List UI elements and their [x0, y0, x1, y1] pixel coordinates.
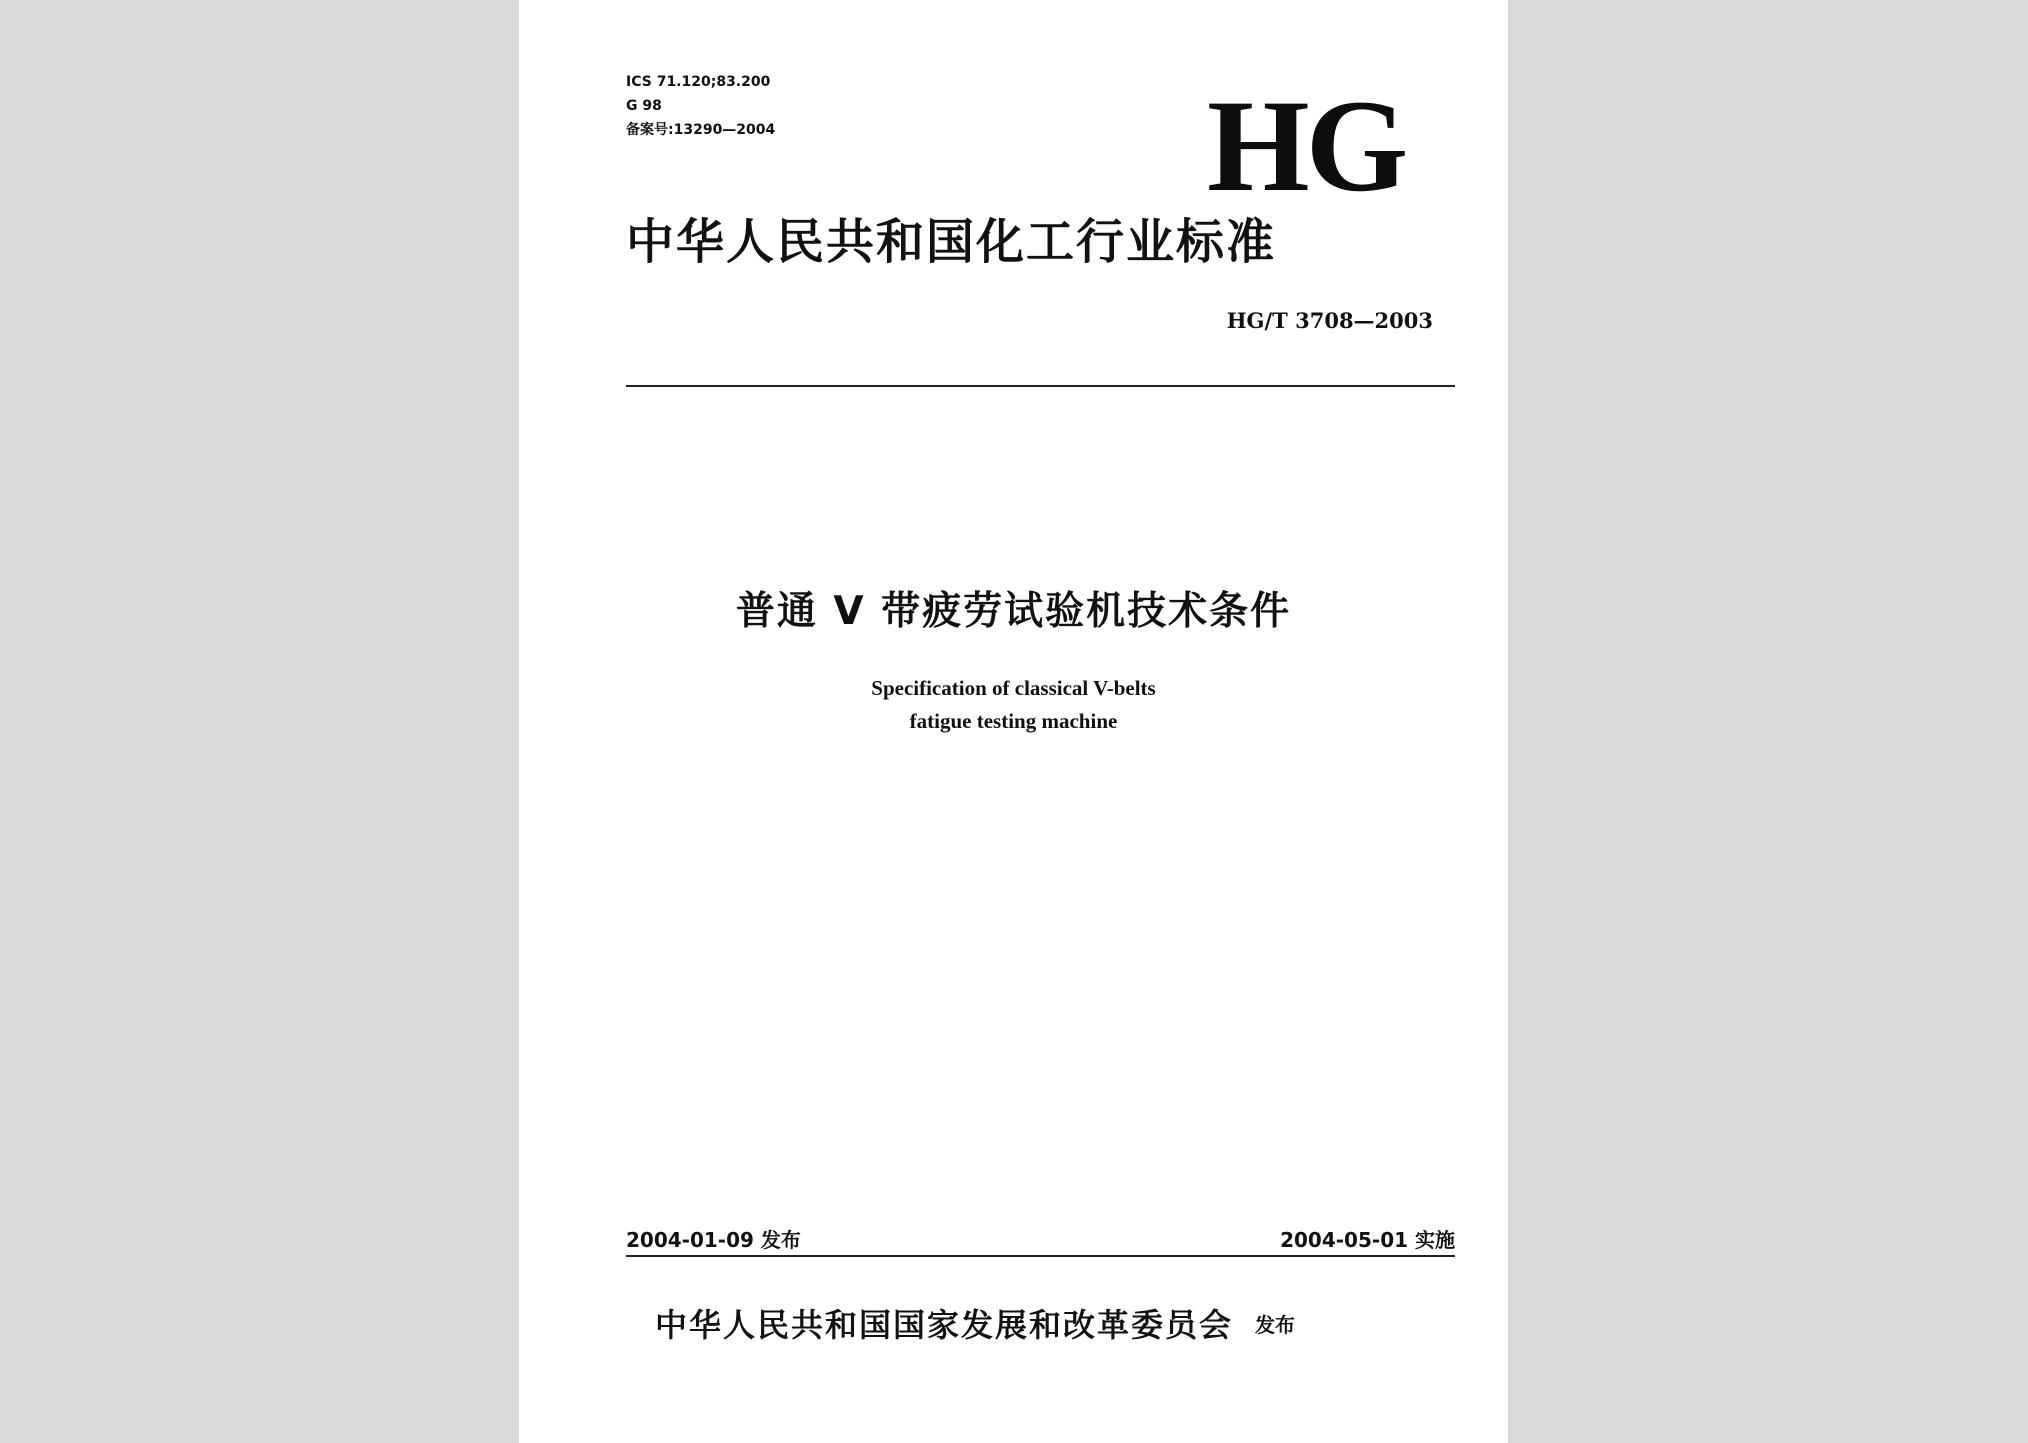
implementation-date: 2004-05-01 实施	[1280, 1228, 1455, 1252]
english-title-line-2: fatigue testing machine	[909, 709, 1118, 733]
standard-code: HG/T 3708—2003	[1226, 308, 1433, 333]
issuer-line	[655, 1300, 1295, 1346]
issue-date: 2004-01-09 发布	[626, 1228, 801, 1252]
top-divider	[626, 385, 1455, 387]
filing-number: 备案号:13290—2004	[626, 122, 776, 138]
ics-code: ICS 71.120;83.200	[626, 74, 771, 90]
issuer-name: 中华人民共和国国家发展和改革委员会	[655, 1306, 1234, 1344]
issuer-action: 发布	[1255, 1313, 1296, 1337]
class-code: G 98	[626, 98, 662, 114]
english-title-line-1: Specification of classical V-belts	[871, 676, 1156, 700]
document-title-chinese: 普通 V 带疲劳试验机技术条件	[735, 589, 1292, 634]
standard-title: 中华人民共和国化工行业标准	[626, 214, 1277, 270]
document-page	[519, 0, 1508, 1443]
document-title-english	[519, 672, 1508, 738]
bottom-divider	[626, 1255, 1455, 1257]
hg-logo: HG	[1207, 72, 1405, 219]
classification-block	[626, 70, 775, 142]
